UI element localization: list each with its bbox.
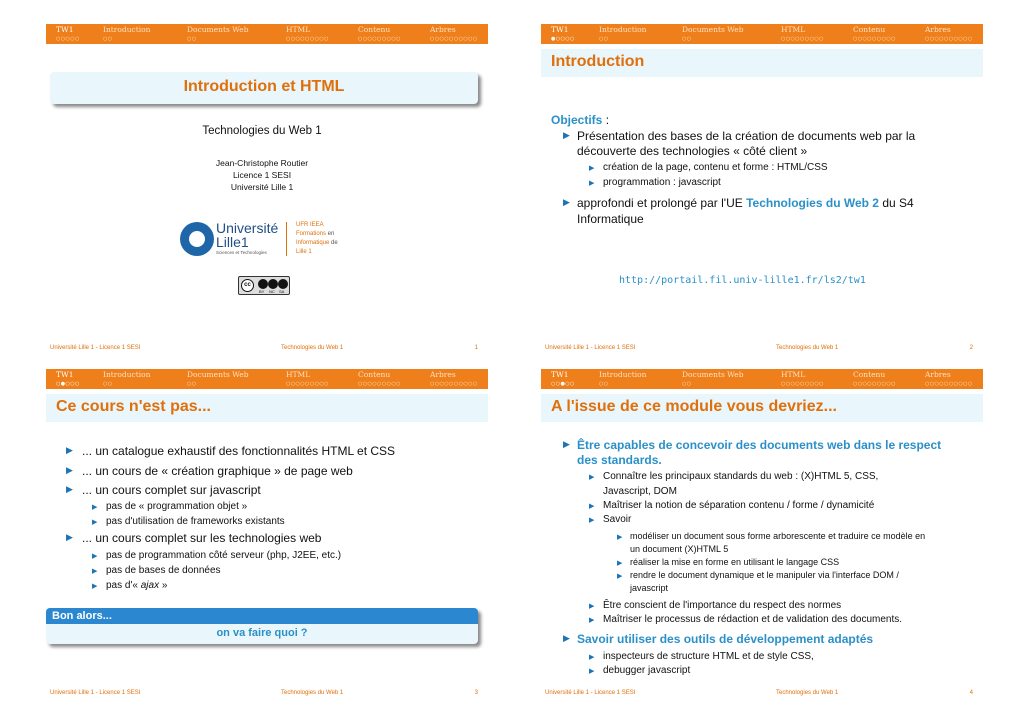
list-subsubitem: réaliser la mise en forme en utilisant le langage CSS: [630, 557, 840, 567]
bullet-icon: ▶: [617, 559, 623, 567]
bullet-icon: ▶: [589, 164, 595, 172]
bullet-icon: ▶: [617, 533, 623, 541]
nav-tw1[interactable]: TW1: [56, 25, 74, 34]
nav-dots[interactable]: ○○○○○○○○○○: [430, 36, 478, 42]
ufr-line: [296, 231, 334, 237]
list-item: ... un catalogue exhaustif des fonctionnalités HTML et CSS: [82, 444, 396, 458]
text-run: pas d'«: [106, 580, 141, 591]
footer-page-number: 3: [474, 690, 478, 696]
list-subitem: inspecteurs de structure HTML et de style CSS,: [603, 651, 814, 662]
bullet-icon: ▶: [589, 473, 595, 481]
footer-institution: Université Lille 1 - Licence 1 SESI: [50, 345, 141, 351]
course-url-link[interactable]: http://portail.fil.univ-lille1.fr/ls2/tw1: [619, 275, 866, 286]
list-item: Présentation des bases de la création de documents web par la: [577, 129, 916, 143]
footer-institution: Université Lille 1 - Licence 1 SESI: [545, 690, 636, 696]
frame-title: Ce cours n'est pas...: [56, 398, 211, 415]
cc-by-icon: [258, 279, 268, 289]
goal-heading: des standards.: [577, 453, 662, 467]
slide-3: [46, 369, 488, 696]
ufr-line: [296, 240, 338, 246]
nav-contenu[interactable]: Contenu: [358, 370, 391, 379]
bullet-icon: ▶: [92, 503, 98, 511]
nav-dots[interactable]: ○○: [103, 381, 113, 387]
list-subsubitem: un document (X)HTML 5: [630, 544, 729, 554]
nav-arbres[interactable]: Arbres: [430, 370, 456, 379]
nav-dots[interactable]: ○●○○○: [56, 381, 80, 387]
nav-dots[interactable]: ○○○○○○○○○: [286, 381, 329, 387]
nav-bar: [46, 369, 488, 389]
nav-dots[interactable]: ○○○○○○○○○: [781, 381, 824, 387]
ufr-word: en: [326, 231, 335, 237]
course-link[interactable]: Technologies du Web 2: [746, 196, 879, 210]
nav-dots[interactable]: ○○○○○○○○○○: [925, 36, 973, 42]
slide-footer: [46, 690, 488, 700]
list-subitem: Maîtriser la notion de séparation contenu / forme / dynamicité: [603, 500, 875, 511]
list-subitem: pas d'utilisation de frameworks existants: [106, 516, 285, 527]
list-subitem: [106, 580, 167, 591]
bullet-icon: ▶: [66, 446, 73, 456]
bullet-icon: ▶: [92, 518, 98, 526]
nav-dots[interactable]: ○○: [103, 36, 113, 42]
bullet-icon: ▶: [92, 567, 98, 575]
bullet-icon: ▶: [92, 552, 98, 560]
cc-badge: cc: [241, 279, 254, 292]
nav-bar: [541, 369, 983, 389]
ufr-line: UFR IEEA: [296, 222, 324, 228]
text-run: approfondi et prolongé par l'UE: [577, 196, 747, 210]
slide-footer: [541, 690, 983, 700]
nav-dots[interactable]: ○○○○○○○○○: [781, 36, 824, 42]
nav-arbres[interactable]: Arbres: [925, 25, 951, 34]
list-subitem: Connaître les principaux standards du web : (X)HTML 5, CSS,: [603, 471, 879, 482]
cc-label: BY: [259, 289, 265, 294]
footer-course: Technologies du Web 1: [281, 345, 344, 351]
bullet-icon: ▶: [589, 653, 595, 661]
list-subitem: Javascript, DOM: [603, 486, 677, 497]
frame-title-bar: [541, 49, 983, 77]
nav-introduction[interactable]: Introduction: [599, 370, 647, 379]
bullet-icon: ▶: [589, 179, 595, 187]
nav-dots[interactable]: ●○○○○: [551, 36, 575, 42]
list-subitem: Être conscient de l'importance du respect des normes: [603, 600, 842, 611]
ufr-word: Formations: [296, 231, 327, 237]
nav-dots[interactable]: ○○: [187, 381, 197, 387]
cc-label: NC: [269, 289, 275, 294]
slide-4: [541, 369, 983, 696]
slide-1: [46, 24, 488, 351]
cc-nc-icon: [268, 279, 278, 289]
nav-arbres[interactable]: Arbres: [925, 370, 951, 379]
footer-page-number: 1: [474, 345, 478, 351]
list-subitem: Savoir: [603, 514, 632, 525]
frame-title: Introduction: [551, 53, 645, 70]
bullet-icon: ▶: [563, 440, 570, 450]
block-header: [46, 608, 478, 624]
bullet-icon: ▶: [589, 502, 595, 510]
footer-page-number: 2: [969, 345, 973, 351]
nav-html[interactable]: HTML: [286, 370, 311, 379]
course-subtitle: Technologies du Web 1: [202, 125, 322, 137]
nav-tw1[interactable]: TW1: [551, 25, 569, 34]
nav-dots[interactable]: ○○: [187, 36, 197, 42]
title-box: [50, 72, 478, 104]
list-subsubitem: modéliser un document sous forme arborescente et traduire ce modèle en: [630, 531, 926, 541]
nav-documents-web[interactable]: Documents Web: [682, 370, 744, 379]
slide-footer: [46, 345, 488, 355]
nav-documents-web[interactable]: Documents Web: [187, 25, 249, 34]
list-subsubitem: rendre le document dynamique et le manipuler via l'interface DOM /: [630, 570, 899, 580]
bullet-icon: ▶: [589, 616, 595, 624]
text-emphasis: ajax: [140, 580, 160, 591]
creative-commons-icon: [238, 276, 290, 295]
footer-course: Technologies du Web 1: [776, 690, 839, 696]
footer-course: Technologies du Web 1: [281, 690, 344, 696]
list-subitem: Maîtriser le processus de rédaction et de validation des documents.: [603, 614, 903, 625]
block-body: on va faire quoi ?: [216, 627, 308, 639]
goal-heading: Être capables de concevoir des documents web dans le respect: [577, 438, 942, 452]
list-subsubitem: javascript: [630, 583, 669, 593]
list-subitem: programmation : javascript: [603, 177, 721, 188]
nav-tw1[interactable]: TW1: [56, 370, 74, 379]
list-item: ... un cours de « création graphique » de page web: [82, 464, 353, 478]
author-name: Jean-Christophe Routier: [215, 158, 309, 168]
university-name: Université Lille 1: [230, 182, 294, 192]
objectifs-colon: :: [602, 113, 610, 127]
bullet-icon: ▶: [66, 485, 73, 495]
program-name: Licence 1 SESI: [232, 170, 292, 180]
logo-text: Lille1: [216, 234, 249, 250]
cc-label: SA: [279, 289, 285, 294]
footer-institution: Université Lille 1 - Licence 1 SESI: [50, 690, 141, 696]
nav-dots[interactable]: ○○○○○○○○○: [853, 381, 896, 387]
ufr-word: de: [329, 240, 338, 246]
nav-documents-web[interactable]: Documents Web: [187, 370, 249, 379]
nav-introduction[interactable]: Introduction: [103, 370, 151, 379]
bullet-icon: ▶: [589, 667, 595, 675]
presentation-title: Introduction et HTML: [183, 78, 345, 95]
nav-bar: [541, 24, 983, 44]
slide-footer: [541, 345, 983, 355]
nav-documents-web[interactable]: Documents Web: [682, 25, 744, 34]
bullet-icon: ▶: [589, 602, 595, 610]
text-run: du S4: [878, 196, 914, 210]
cc-sa-icon: [278, 279, 288, 289]
nav-dots[interactable]: ○○●○○: [551, 381, 575, 387]
nav-html[interactable]: HTML: [781, 25, 806, 34]
list-subitem: pas de « programmation objet »: [106, 501, 248, 512]
nav-introduction[interactable]: Introduction: [103, 25, 151, 34]
bullet-icon: ▶: [617, 572, 623, 580]
list-subitem: création de la page, contenu et forme : HTML/CSS: [603, 162, 828, 173]
objectifs-heading: [551, 113, 609, 127]
nav-dots[interactable]: ○○: [682, 381, 692, 387]
ufr-word: Informatique: [296, 240, 330, 246]
objectifs-label: Objectifs: [551, 113, 603, 127]
nav-contenu[interactable]: Contenu: [853, 25, 886, 34]
nav-dots[interactable]: ○○○○○○○○○○: [925, 381, 973, 387]
list-item: Informatique: [577, 212, 644, 226]
list-subitem: pas de programmation côté serveur (php, J2EE, etc.): [106, 550, 342, 561]
nav-html[interactable]: HTML: [286, 25, 311, 34]
frame-title: A l'issue de ce module vous devriez...: [551, 398, 837, 415]
bullet-icon: ▶: [66, 533, 73, 543]
nav-arbres[interactable]: Arbres: [430, 25, 456, 34]
text-run: »: [159, 580, 168, 591]
list-subitem: debugger javascript: [603, 665, 691, 676]
nav-tw1[interactable]: TW1: [551, 370, 569, 379]
logo-divider: [286, 222, 287, 256]
logo-subtext: Sciences et Technologies: [216, 250, 267, 255]
bullet-icon: ▶: [563, 131, 570, 141]
nav-dots[interactable]: ○○○○○○○○○: [358, 36, 401, 42]
logo-text: Université: [216, 220, 279, 236]
list-item: ... un cours complet sur javascript: [82, 483, 261, 497]
footer-page-number: 4: [969, 690, 973, 696]
alert-block: [46, 608, 478, 644]
nav-dots[interactable]: ○○○○○○○○○: [853, 36, 896, 42]
ufr-line: Lille 1: [296, 249, 312, 255]
nav-dots[interactable]: ○○○○○○○○○: [286, 36, 329, 42]
nav-dots[interactable]: ○○○○○○○○○○: [430, 381, 478, 387]
frame-title-bar: [541, 394, 983, 422]
list-item: [577, 196, 914, 210]
bullet-icon: ▶: [563, 634, 570, 644]
block-title: Bon alors...: [52, 610, 112, 622]
nav-dots[interactable]: ○○: [599, 381, 609, 387]
slide-2: [541, 24, 983, 351]
frame-title-bar: [46, 394, 488, 422]
list-subitem: pas de bases de données: [106, 565, 221, 576]
bullet-icon: ▶: [563, 198, 570, 208]
university-logo-icon: [180, 222, 214, 256]
nav-bar: [46, 24, 488, 44]
nav-contenu[interactable]: Contenu: [358, 25, 391, 34]
nav-html[interactable]: HTML: [781, 370, 806, 379]
nav-contenu[interactable]: Contenu: [853, 370, 886, 379]
nav-introduction[interactable]: Introduction: [599, 25, 647, 34]
nav-dots[interactable]: ○○: [599, 36, 609, 42]
list-item: découverte des technologies « côté client »: [577, 144, 808, 158]
bullet-icon: ▶: [589, 516, 595, 524]
bullet-icon: ▶: [92, 582, 98, 590]
list-item: ... un cours complet sur les technologies web: [82, 531, 322, 545]
goal-heading: Savoir utiliser des outils de développement adaptés: [577, 632, 874, 646]
nav-dots[interactable]: ○○○○○: [56, 36, 80, 42]
footer-institution: Université Lille 1 - Licence 1 SESI: [545, 345, 636, 351]
bullet-icon: ▶: [66, 466, 73, 476]
nav-dots[interactable]: ○○: [682, 36, 692, 42]
footer-course: Technologies du Web 1: [776, 345, 839, 351]
nav-dots[interactable]: ○○○○○○○○○: [358, 381, 401, 387]
